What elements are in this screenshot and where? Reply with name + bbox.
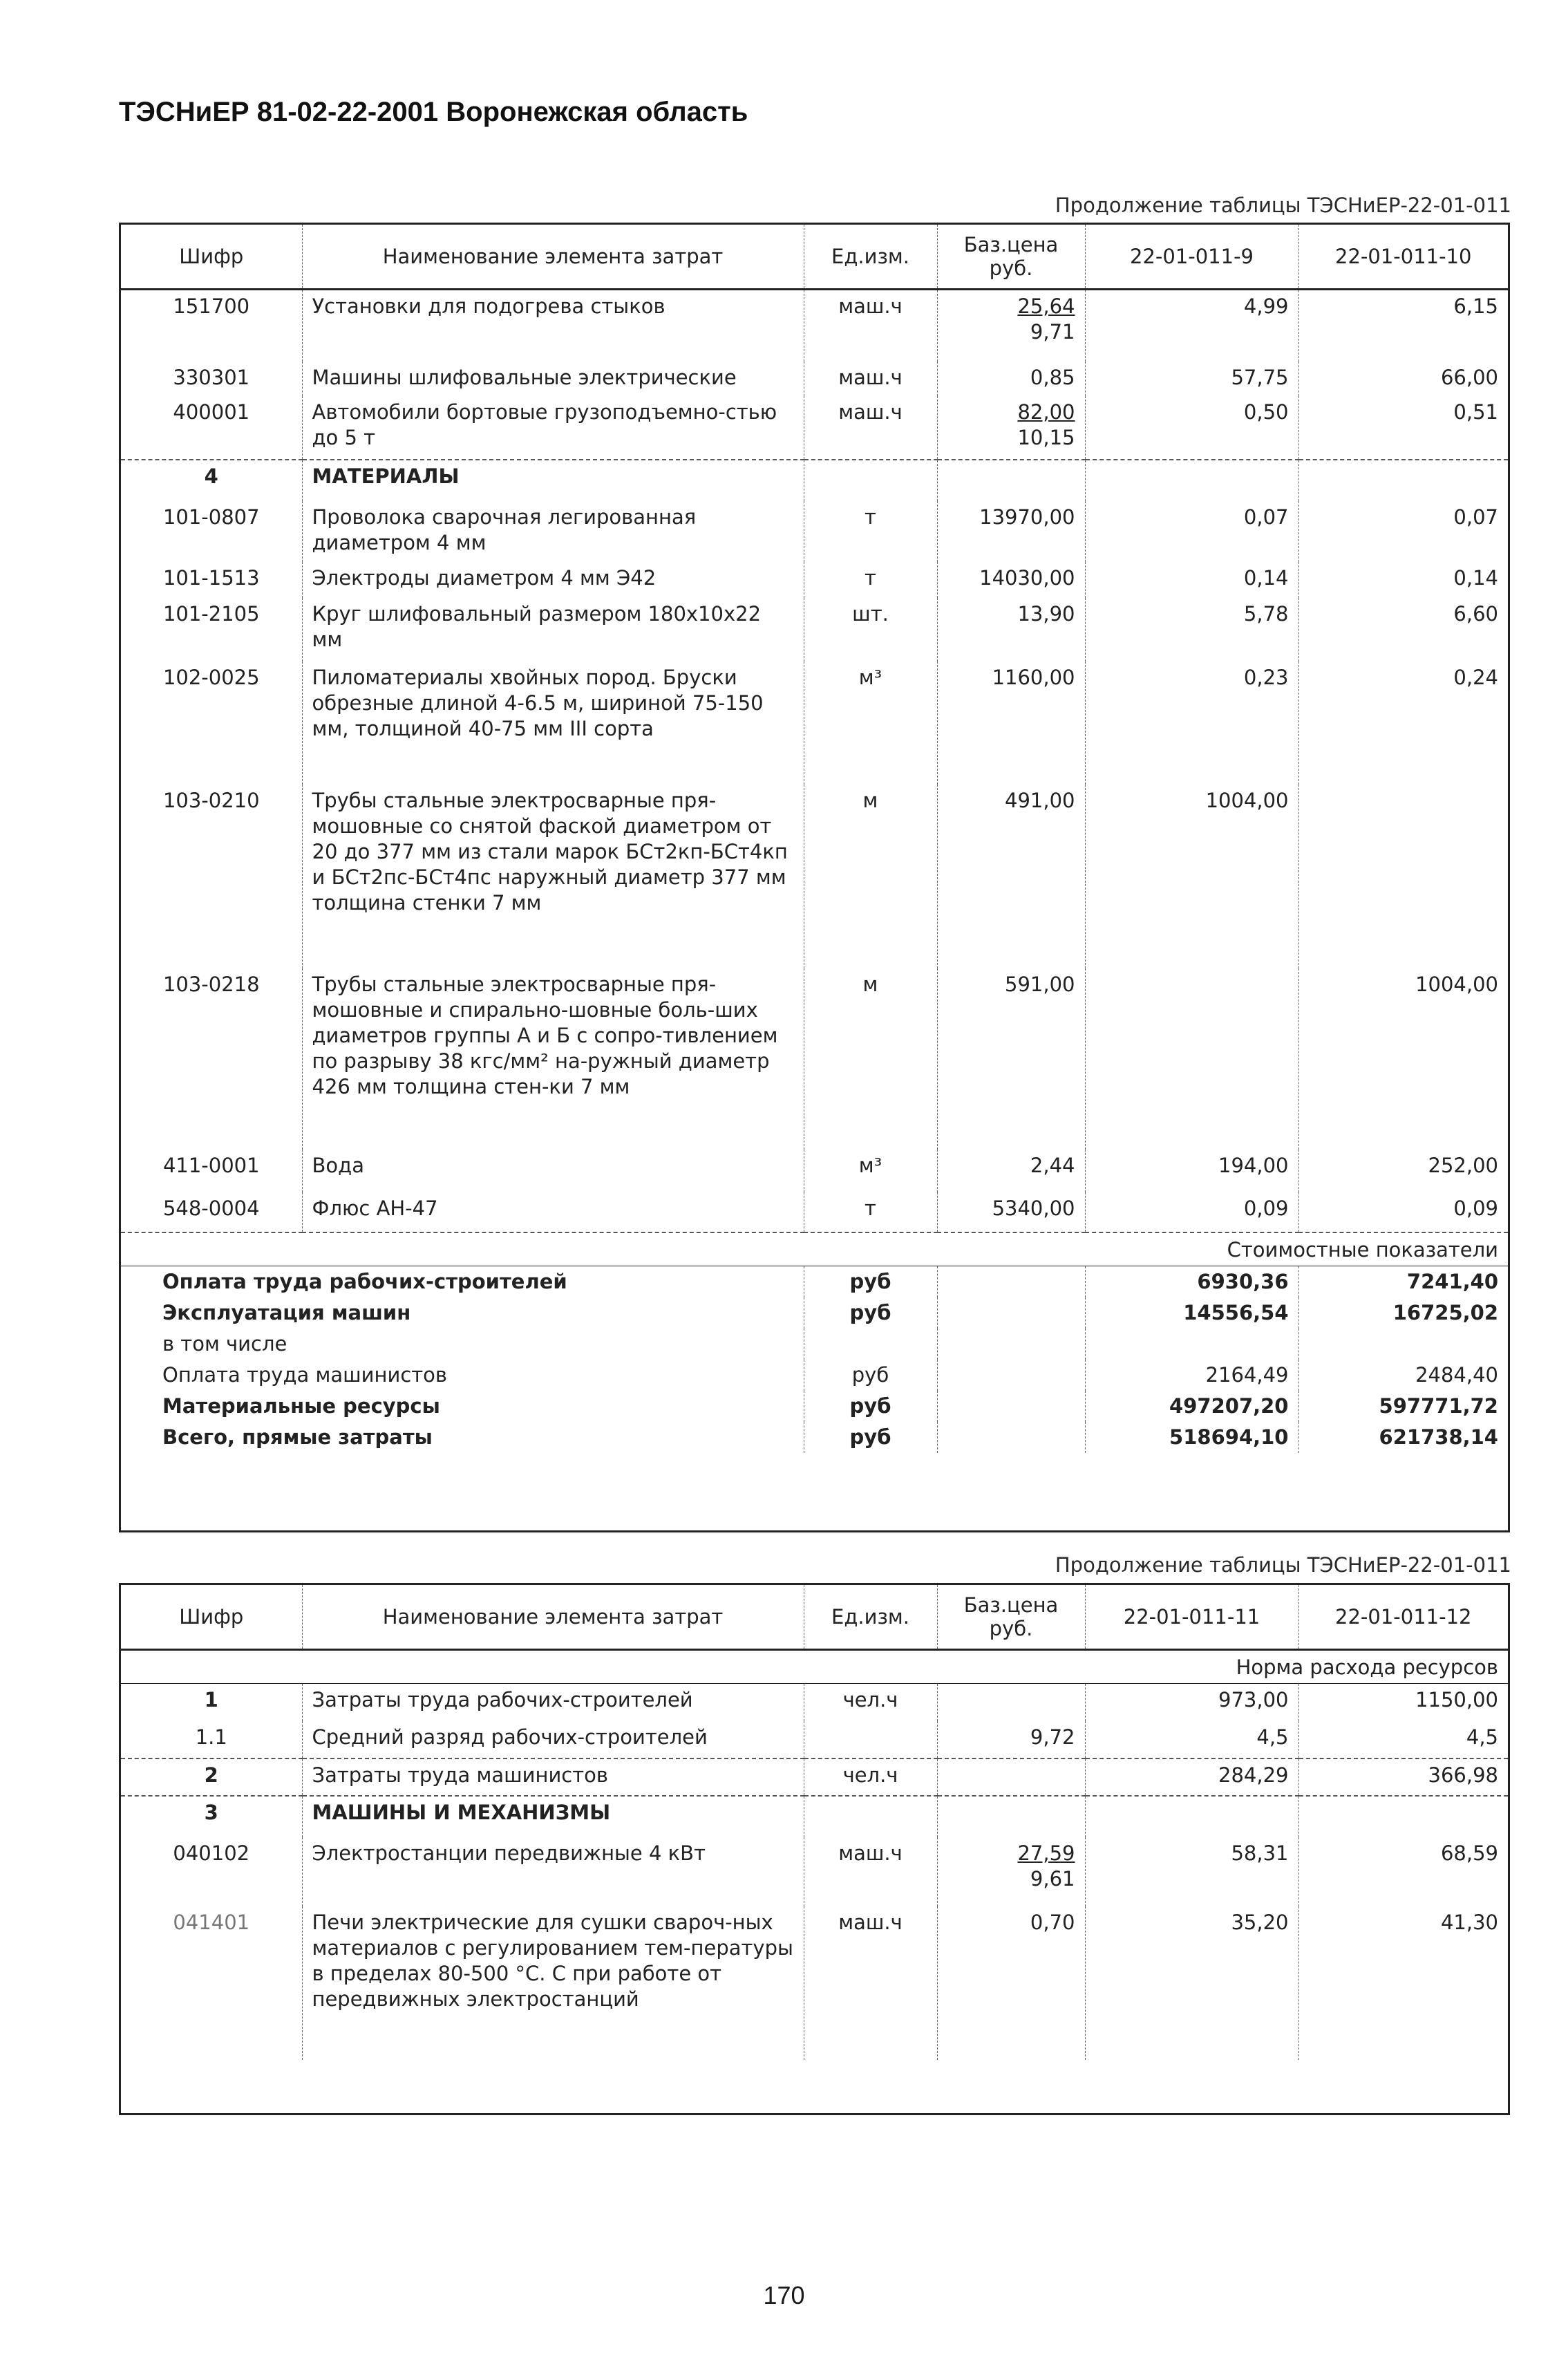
resource-table: [119, 223, 1510, 1532]
total-value-9: 2164,49: [1085, 1360, 1298, 1391]
col-header-price: Баз.цена руб.: [937, 1585, 1085, 1650]
table-row: [121, 785, 1508, 968]
row-price: [937, 1837, 1085, 1906]
cost-indicators-band: [121, 1232, 1508, 1266]
row-value-10: 252,00: [1298, 1150, 1508, 1192]
total-name: Материальные ресурсы: [121, 1391, 804, 1422]
row-value-10: 6,60: [1298, 598, 1508, 662]
row-name: Машины шлифовальные электрические: [302, 362, 804, 396]
row-name: Флюс АН-47: [302, 1192, 804, 1232]
table-row: [121, 1684, 1508, 1721]
row-value-9: 4,99: [1085, 290, 1298, 362]
row-unit: т: [804, 501, 937, 562]
total-value-10: 597771,72: [1298, 1391, 1508, 1422]
row-value-11: 973,00: [1085, 1684, 1298, 1721]
total-unit: руб: [804, 1422, 937, 1453]
row-price: 591,00: [937, 968, 1085, 1150]
row-unit: маш.ч: [804, 1906, 937, 2060]
row-price: 2,44: [937, 1150, 1085, 1192]
total-value-9: 497207,20: [1085, 1391, 1298, 1422]
row-price: 13970,00: [937, 501, 1085, 562]
col-header-norm-10: 22-01-011-10: [1298, 225, 1508, 290]
total-row: [121, 1297, 1508, 1329]
row-unit: чел.ч: [804, 1684, 937, 1721]
row-price: [937, 1684, 1085, 1721]
table-row: [121, 501, 1508, 562]
row-name: Электроды диаметром 4 мм Э42: [302, 562, 804, 598]
total-name: в том числе: [121, 1329, 804, 1360]
row-name: Пиломатериалы хвойных пород. Бруски обрезные длиной 4-6.5 м, шириной 75-150 мм, толщиной 40-75 мм III сорта: [302, 662, 804, 785]
table-row: [121, 968, 1508, 1150]
row-name: Электростанции передвижные 4 кВт: [302, 1837, 804, 1906]
row-value-12: 4,5: [1298, 1721, 1508, 1758]
row-value-12: 41,30: [1298, 1906, 1508, 2060]
row-value-10: 0,24: [1298, 662, 1508, 785]
row-name: Установки для подогрева стыков: [302, 290, 804, 362]
row-value-9: [1085, 968, 1298, 1150]
total-unit: руб: [804, 1360, 937, 1391]
row-price: 5340,00: [937, 1192, 1085, 1232]
col-header-code: Шифр: [121, 1585, 302, 1650]
price-machinist: 10,15: [1017, 425, 1075, 449]
row-value-11: 35,20: [1085, 1906, 1298, 2060]
row-value-10: 0,51: [1298, 396, 1508, 460]
row-code: 151700: [121, 290, 302, 362]
row-price: 491,00: [937, 785, 1085, 968]
total-value-10: 16725,02: [1298, 1297, 1508, 1329]
table-header-row: [121, 1585, 1508, 1650]
col-header-name: Наименование элемента затрат: [302, 1585, 804, 1650]
row-value-9: 0,14: [1085, 562, 1298, 598]
total-row: [121, 1422, 1508, 1453]
table-row: [121, 1758, 1508, 1796]
document-title: ТЭСНиЕР 81-02-22-2001 Воронежская область: [119, 97, 748, 127]
row-value-10: 6,15: [1298, 290, 1508, 362]
table-row: [121, 396, 1508, 460]
row-price: 0,70: [937, 1906, 1085, 2060]
row-value-11: 58,31: [1085, 1837, 1298, 1906]
row-code: 102-0025: [121, 662, 302, 785]
col-header-code: Шифр: [121, 225, 302, 290]
row-unit: чел.ч: [804, 1758, 937, 1796]
row-code: 400001: [121, 396, 302, 460]
row-code: 103-0218: [121, 968, 302, 1150]
total-value-9: 6930,36: [1085, 1266, 1298, 1297]
table-row: [121, 362, 1508, 396]
row-value-10: 66,00: [1298, 362, 1508, 396]
total-value-10: 7241,40: [1298, 1266, 1508, 1297]
row-price: [937, 1758, 1085, 1796]
col-header-unit: Ед.изм.: [804, 1585, 937, 1650]
row-value-9: 1004,00: [1085, 785, 1298, 968]
total-name: Эксплуатация машин: [121, 1297, 804, 1329]
total-value-9: 518694,10: [1085, 1422, 1298, 1453]
col-header-norm-9: 22-01-011-9: [1085, 225, 1298, 290]
row-unit: м³: [804, 662, 937, 785]
band-label: Норма расхода ресурсов: [121, 1650, 1508, 1684]
total-row: [121, 1329, 1508, 1360]
row-value-9: 194,00: [1085, 1150, 1298, 1192]
row-value-9: 5,78: [1085, 598, 1298, 662]
row-value-9: 57,75: [1085, 362, 1298, 396]
row-unit: маш.ч: [804, 396, 937, 460]
row-code: 548-0004: [121, 1192, 302, 1232]
row-unit: маш.ч: [804, 290, 937, 362]
price-machinist: 9,61: [1030, 1866, 1075, 1891]
table-row: [121, 1906, 1508, 2060]
col-header-name: Наименование элемента затрат: [302, 225, 804, 290]
table-caption: Продолжение таблицы ТЭСНиЕР-22-01-011: [1055, 1553, 1511, 1577]
total-name: Всего, прямые затраты: [121, 1422, 804, 1453]
resource-norm-band: [121, 1650, 1508, 1684]
row-value-11: 284,29: [1085, 1758, 1298, 1796]
row-value-9: 0,07: [1085, 501, 1298, 562]
table-row: [121, 662, 1508, 785]
row-code: 101-0807: [121, 501, 302, 562]
section-title: МАШИНЫ И МЕХАНИЗМЫ: [302, 1796, 804, 1837]
row-unit: м: [804, 785, 937, 968]
row-price: 13,90: [937, 598, 1085, 662]
total-name: Оплата труда машинистов: [121, 1360, 804, 1391]
row-code: 101-2105: [121, 598, 302, 662]
row-price: [937, 396, 1085, 460]
row-code: 041401: [121, 1906, 302, 2060]
total-unit: руб: [804, 1266, 937, 1297]
row-code: 2: [121, 1758, 302, 1796]
table-row: [121, 290, 1508, 362]
section-row: [121, 1796, 1508, 1837]
total-row: [121, 1266, 1508, 1297]
row-price: 1160,00: [937, 662, 1085, 785]
row-value-9: 0,09: [1085, 1192, 1298, 1232]
row-price: 9,72: [937, 1721, 1085, 1758]
row-unit: [804, 1721, 937, 1758]
price-underlined: 25,64: [1017, 294, 1075, 318]
row-value-10: 0,14: [1298, 562, 1508, 598]
table-row: [121, 598, 1508, 662]
table-row: [121, 1192, 1508, 1232]
row-code: 1.1: [121, 1721, 302, 1758]
total-row: [121, 1360, 1508, 1391]
row-value-12: 1150,00: [1298, 1684, 1508, 1721]
row-code: 411-0001: [121, 1150, 302, 1192]
table-caption: Продолжение таблицы ТЭСНиЕР-22-01-011: [1055, 194, 1511, 217]
band-label: Стоимостные показатели: [121, 1232, 1508, 1266]
resource-table: [119, 1583, 1510, 2115]
row-value-11: 4,5: [1085, 1721, 1298, 1758]
price-underlined: 27,59: [1017, 1841, 1075, 1865]
table-row: [121, 562, 1508, 598]
total-value-10: 2484,40: [1298, 1360, 1508, 1391]
col-header-norm-11: 22-01-011-11: [1085, 1585, 1298, 1650]
row-name: Вода: [302, 1150, 804, 1192]
row-name: Круг шлифовальный размером 180х10х22 мм: [302, 598, 804, 662]
page-number: 170: [763, 2281, 805, 2309]
section-number: 3: [121, 1796, 302, 1837]
row-value-10: 1004,00: [1298, 968, 1508, 1150]
row-unit: т: [804, 1192, 937, 1232]
row-name: Трубы стальные электросварные пря-мошовные и спирально-шовные боль-ших диаметров группы А и Б с сопро-тивлением по разрыву 38 кгс/мм² на-ружный диаметр 426 мм толщина стен-ки 7 мм: [302, 968, 804, 1150]
row-name: Затраты труда рабочих-строителей: [302, 1684, 804, 1721]
row-unit: т: [804, 562, 937, 598]
row-price: 14030,00: [937, 562, 1085, 598]
total-value-9: 14556,54: [1085, 1297, 1298, 1329]
row-price: 0,85: [937, 362, 1085, 396]
row-value-12: 68,59: [1298, 1837, 1508, 1906]
row-unit: маш.ч: [804, 1837, 937, 1906]
row-unit: маш.ч: [804, 362, 937, 396]
table-row: [121, 1721, 1508, 1758]
row-value-9: 0,23: [1085, 662, 1298, 785]
row-value-10: [1298, 785, 1508, 968]
col-header-price: Баз.цена руб.: [937, 225, 1085, 290]
col-header-unit: Ед.изм.: [804, 225, 937, 290]
col-header-norm-12: 22-01-011-12: [1298, 1585, 1508, 1650]
row-value-10: 0,09: [1298, 1192, 1508, 1232]
row-code: 103-0210: [121, 785, 302, 968]
row-name: Автомобили бортовые грузоподъемно-стью до 5 т: [302, 396, 804, 460]
row-code: 1: [121, 1684, 302, 1721]
row-value-9: 0,50: [1085, 396, 1298, 460]
total-name: Оплата труда рабочих-строителей: [121, 1266, 804, 1297]
row-code: 330301: [121, 362, 302, 396]
row-code: 101-1513: [121, 562, 302, 598]
row-name: Затраты труда машинистов: [302, 1758, 804, 1796]
section-title: МАТЕРИАЛЫ: [302, 460, 804, 501]
row-price: [937, 290, 1085, 362]
row-unit: м: [804, 968, 937, 1150]
table-header-row: [121, 225, 1508, 290]
row-unit: шт.: [804, 598, 937, 662]
section-number: 4: [121, 460, 302, 501]
total-row: [121, 1391, 1508, 1422]
row-value-10: 0,07: [1298, 501, 1508, 562]
total-unit: руб: [804, 1391, 937, 1422]
row-name: Печи электрические для сушки свароч-ных материалов с регулированием тем-пературы в пределах 80-500 °С. С при работе от передвижных электростанций: [302, 1906, 804, 2060]
row-value-12: 366,98: [1298, 1758, 1508, 1796]
row-unit: м³: [804, 1150, 937, 1192]
price-underlined: 82,00: [1017, 400, 1075, 424]
total-unit: руб: [804, 1297, 937, 1329]
row-name: Трубы стальные электросварные пря-мошовные со снятой фаской диаметром от 20 до 377 мм из стали марок БСт2кп-БСт4кп и БСт2пс-БСт4пс наружный диаметр 377 мм толщина стенки 7 мм: [302, 785, 804, 968]
row-name: Средний разряд рабочих-строителей: [302, 1721, 804, 1758]
section-row: [121, 460, 1508, 501]
price-machinist: 9,71: [1030, 320, 1075, 344]
table-row: [121, 1837, 1508, 1906]
row-code: 040102: [121, 1837, 302, 1906]
row-name: Проволока сварочная легированная диаметром 4 мм: [302, 501, 804, 562]
total-value-10: 621738,14: [1298, 1422, 1508, 1453]
table-row: [121, 1150, 1508, 1192]
